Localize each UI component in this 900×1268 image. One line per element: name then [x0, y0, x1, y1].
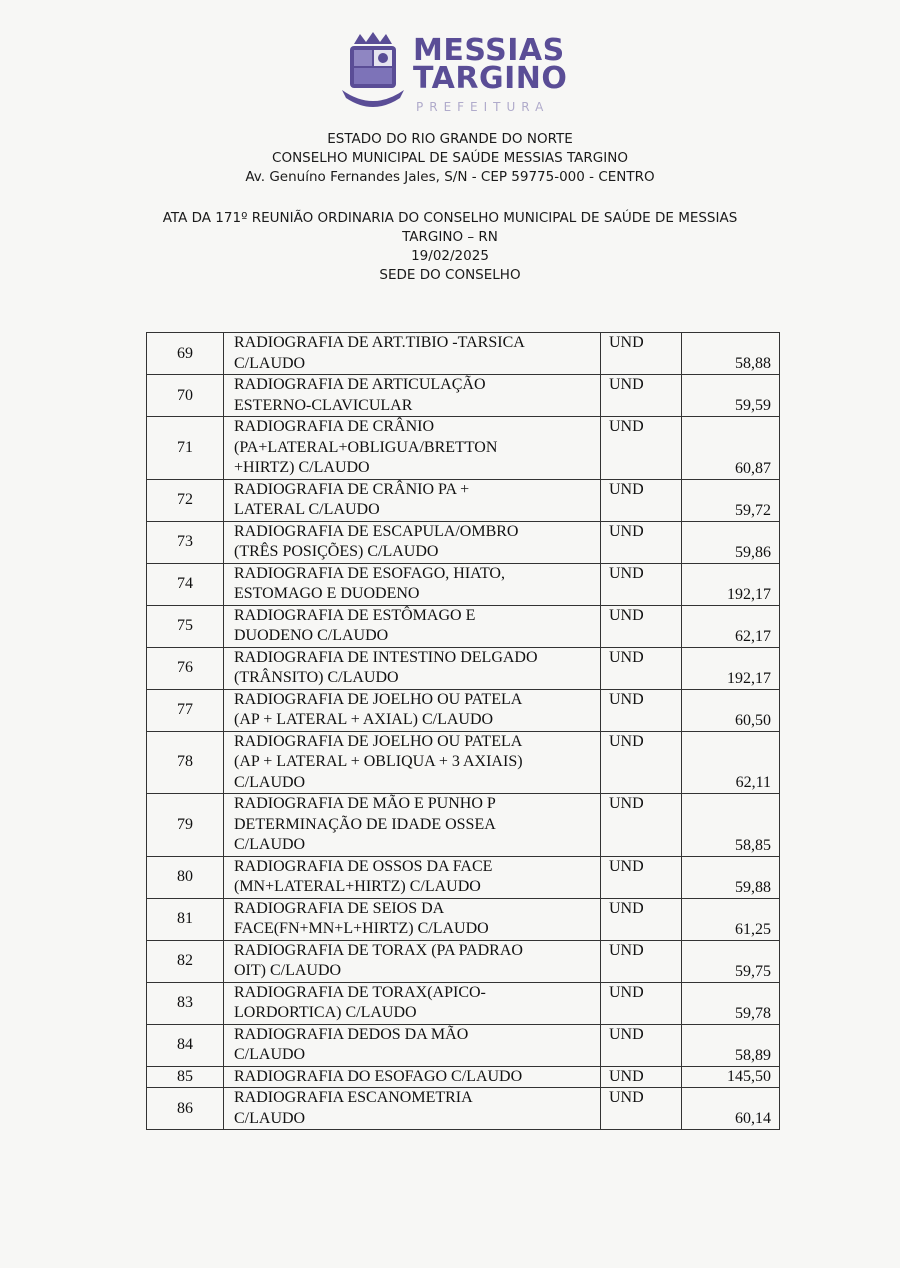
description-line: C/LAUDO [234, 773, 306, 791]
item-number: 83 [147, 982, 224, 1024]
item-value: 58,89 [682, 1024, 780, 1066]
description-line: (TRÊS POSIÇÕES) C/LAUDO [234, 543, 439, 560]
table-row [147, 333, 780, 375]
item-unit: UND [601, 794, 682, 857]
item-value: 62,11 [682, 731, 780, 794]
item-value: 192,17 [682, 647, 780, 689]
item-description [224, 333, 601, 375]
table-row [147, 647, 780, 689]
meeting-location: SEDE DO CONSELHO [379, 267, 521, 283]
item-unit: UND [601, 731, 682, 794]
description-line: RADIOGRAFIA DE ESCAPULA/OMBRO [234, 522, 519, 540]
table-row [147, 1024, 780, 1066]
item-unit: UND [601, 417, 682, 480]
item-unit: UND [601, 1024, 682, 1066]
table-row [147, 898, 780, 940]
item-unit: UND [601, 563, 682, 605]
item-number: 77 [147, 689, 224, 731]
item-number: 69 [147, 333, 224, 375]
table-row [147, 982, 780, 1024]
description-line: C/LAUDO [234, 1109, 306, 1127]
description-line: (PA+LATERAL+OBLIGUA/BRETTON [234, 438, 498, 456]
item-description [224, 1066, 601, 1088]
description-line: RADIOGRAFIA DO ESOFAGO C/LAUDO [234, 1067, 523, 1085]
item-value: 60,50 [682, 689, 780, 731]
item-number: 73 [147, 521, 224, 563]
logo-wordmark-targino: TARGINO [413, 61, 568, 96]
header-state: ESTADO DO RIO GRANDE DO NORTE [327, 131, 573, 147]
table-row [147, 479, 780, 521]
header-address: Av. Genuíno Fernandes Jales, S/N - CEP 59775-000 - CENTRO [245, 169, 655, 185]
item-description [224, 605, 601, 647]
item-value: 192,17 [682, 563, 780, 605]
prefeitura-logo [340, 30, 568, 120]
table-row [147, 940, 780, 982]
table-row [147, 856, 780, 898]
description-line: RADIOGRAFIA DE OSSOS DA FACE [234, 857, 493, 875]
item-description [224, 647, 601, 689]
item-number: 82 [147, 940, 224, 982]
item-unit: UND [601, 521, 682, 563]
description-line: ESTOMAGO E DUODENO [234, 585, 420, 602]
logo-wordmark-prefeitura: PREFEITURA [416, 100, 550, 114]
item-description [224, 563, 601, 605]
meeting-date: 19/02/2025 [411, 248, 489, 264]
item-unit: UND [601, 333, 682, 375]
item-description [224, 1024, 601, 1066]
description-line: (MN+LATERAL+HIRTZ) C/LAUDO [234, 878, 481, 895]
institution-header [0, 130, 900, 187]
item-number: 76 [147, 647, 224, 689]
procedures-table [146, 332, 780, 1130]
description-line: C/LAUDO [234, 836, 306, 853]
table-row [147, 1088, 780, 1130]
item-unit: UND [601, 1088, 682, 1130]
item-unit: UND [601, 940, 682, 982]
item-number: 74 [147, 563, 224, 605]
description-line: RADIOGRAFIA DE ESOFAGO, HIATO, [234, 564, 505, 582]
item-number: 79 [147, 794, 224, 857]
item-number: 85 [147, 1066, 224, 1088]
description-line: (AP + LATERAL + AXIAL) C/LAUDO [234, 711, 494, 728]
coat-of-arms-icon [340, 30, 406, 110]
item-description [224, 856, 601, 898]
meeting-title-cont: TARGINO – RN [402, 229, 498, 245]
item-description [224, 521, 601, 563]
item-number: 75 [147, 605, 224, 647]
item-value: 60,14 [682, 1088, 780, 1130]
item-value: 59,75 [682, 940, 780, 982]
item-value: 59,88 [682, 856, 780, 898]
item-description [224, 479, 601, 521]
description-line: RADIOGRAFIA DE CRÂNIO PA + [234, 480, 470, 498]
item-unit: UND [601, 605, 682, 647]
table-row [147, 375, 780, 417]
table-row [147, 563, 780, 605]
item-description [224, 1088, 601, 1130]
item-number: 80 [147, 856, 224, 898]
table-row [147, 417, 780, 480]
item-value: 58,85 [682, 794, 780, 857]
item-description [224, 794, 601, 857]
description-line: OIT) C/LAUDO [234, 962, 342, 979]
description-line: RADIOGRAFIA DEDOS DA MÃO [234, 1025, 469, 1043]
description-line: RADIOGRAFIA DE TORAX (PA PADRAO [234, 941, 523, 959]
item-description [224, 375, 601, 417]
item-value: 60,87 [682, 417, 780, 480]
table-row [147, 731, 780, 794]
item-value: 59,78 [682, 982, 780, 1024]
description-line: C/LAUDO [234, 1046, 306, 1063]
item-unit: UND [601, 856, 682, 898]
item-number: 86 [147, 1088, 224, 1130]
table-row [147, 521, 780, 563]
item-description [224, 982, 601, 1024]
logo-wordmark-messias: MESSIAS [413, 33, 565, 68]
item-description [224, 898, 601, 940]
item-number: 81 [147, 898, 224, 940]
description-line: FACE(FN+MN+L+HIRTZ) C/LAUDO [234, 920, 489, 937]
header-council: CONSELHO MUNICIPAL DE SAÚDE MESSIAS TARGINO [272, 150, 628, 166]
item-value: 58,88 [682, 333, 780, 375]
item-description [224, 417, 601, 480]
description-line: RADIOGRAFIA DE CRÂNIO [234, 418, 435, 435]
item-number: 70 [147, 375, 224, 417]
description-line: +HIRTZ) C/LAUDO [234, 459, 370, 476]
description-line: RADIOGRAFIA DE ESTÔMAGO E [234, 606, 476, 624]
item-number: 78 [147, 731, 224, 794]
meeting-header [0, 209, 900, 285]
description-line: RADIOGRAFIA DE SEIOS DA [234, 899, 445, 917]
item-value: 59,72 [682, 479, 780, 521]
item-description [224, 940, 601, 982]
item-unit: UND [601, 1066, 682, 1088]
table-row [147, 689, 780, 731]
table-row [147, 1066, 780, 1088]
description-line: RADIOGRAFIA DE JOELHO OU PATELA [234, 732, 523, 750]
description-line: RADIOGRAFIA DE ART.TIBIO -TARSICA [234, 334, 525, 351]
item-value: 61,25 [682, 898, 780, 940]
item-unit: UND [601, 647, 682, 689]
item-description [224, 731, 601, 794]
description-line: RADIOGRAFIA DE TORAX(APICO- [234, 983, 486, 1001]
item-number: 71 [147, 417, 224, 480]
item-unit: UND [601, 375, 682, 417]
description-line: DUODENO C/LAUDO [234, 627, 389, 644]
item-unit: UND [601, 479, 682, 521]
description-line: RADIOGRAFIA DE ARTICULAÇÃO [234, 376, 486, 393]
description-line: (AP + LATERAL + OBLIQUA + 3 AXIAIS) [234, 753, 523, 770]
description-line: RADIOGRAFIA ESCANOMETRIA [234, 1089, 473, 1106]
description-line: RADIOGRAFIA DE MÃO E PUNHO P [234, 795, 496, 812]
item-value: 59,59 [682, 375, 780, 417]
item-value: 62,17 [682, 605, 780, 647]
description-line: (TRÂNSITO) C/LAUDO [234, 669, 399, 686]
description-line: RADIOGRAFIA DE JOELHO OU PATELA [234, 690, 523, 708]
item-unit: UND [601, 898, 682, 940]
item-number: 84 [147, 1024, 224, 1066]
meeting-title: ATA DA 171º REUNIÃO ORDINARIA DO CONSELHO MUNICIPAL DE SAÚDE DE MESSIAS [162, 210, 738, 226]
description-line: DETERMINAÇÃO DE IDADE OSSEA [234, 815, 496, 833]
table-row [147, 794, 780, 857]
item-number: 72 [147, 479, 224, 521]
item-value: 145,50 [682, 1066, 780, 1088]
item-unit: UND [601, 982, 682, 1024]
description-line: RADIOGRAFIA DE INTESTINO DELGADO [234, 648, 538, 666]
item-value: 59,86 [682, 521, 780, 563]
table-row [147, 605, 780, 647]
item-description [224, 689, 601, 731]
item-unit: UND [601, 689, 682, 731]
description-line: ESTERNO-CLAVICULAR [234, 396, 413, 414]
description-line: C/LAUDO [234, 354, 306, 372]
description-line: LORDORTICA) C/LAUDO [234, 1004, 417, 1021]
description-line: LATERAL C/LAUDO [234, 501, 380, 518]
